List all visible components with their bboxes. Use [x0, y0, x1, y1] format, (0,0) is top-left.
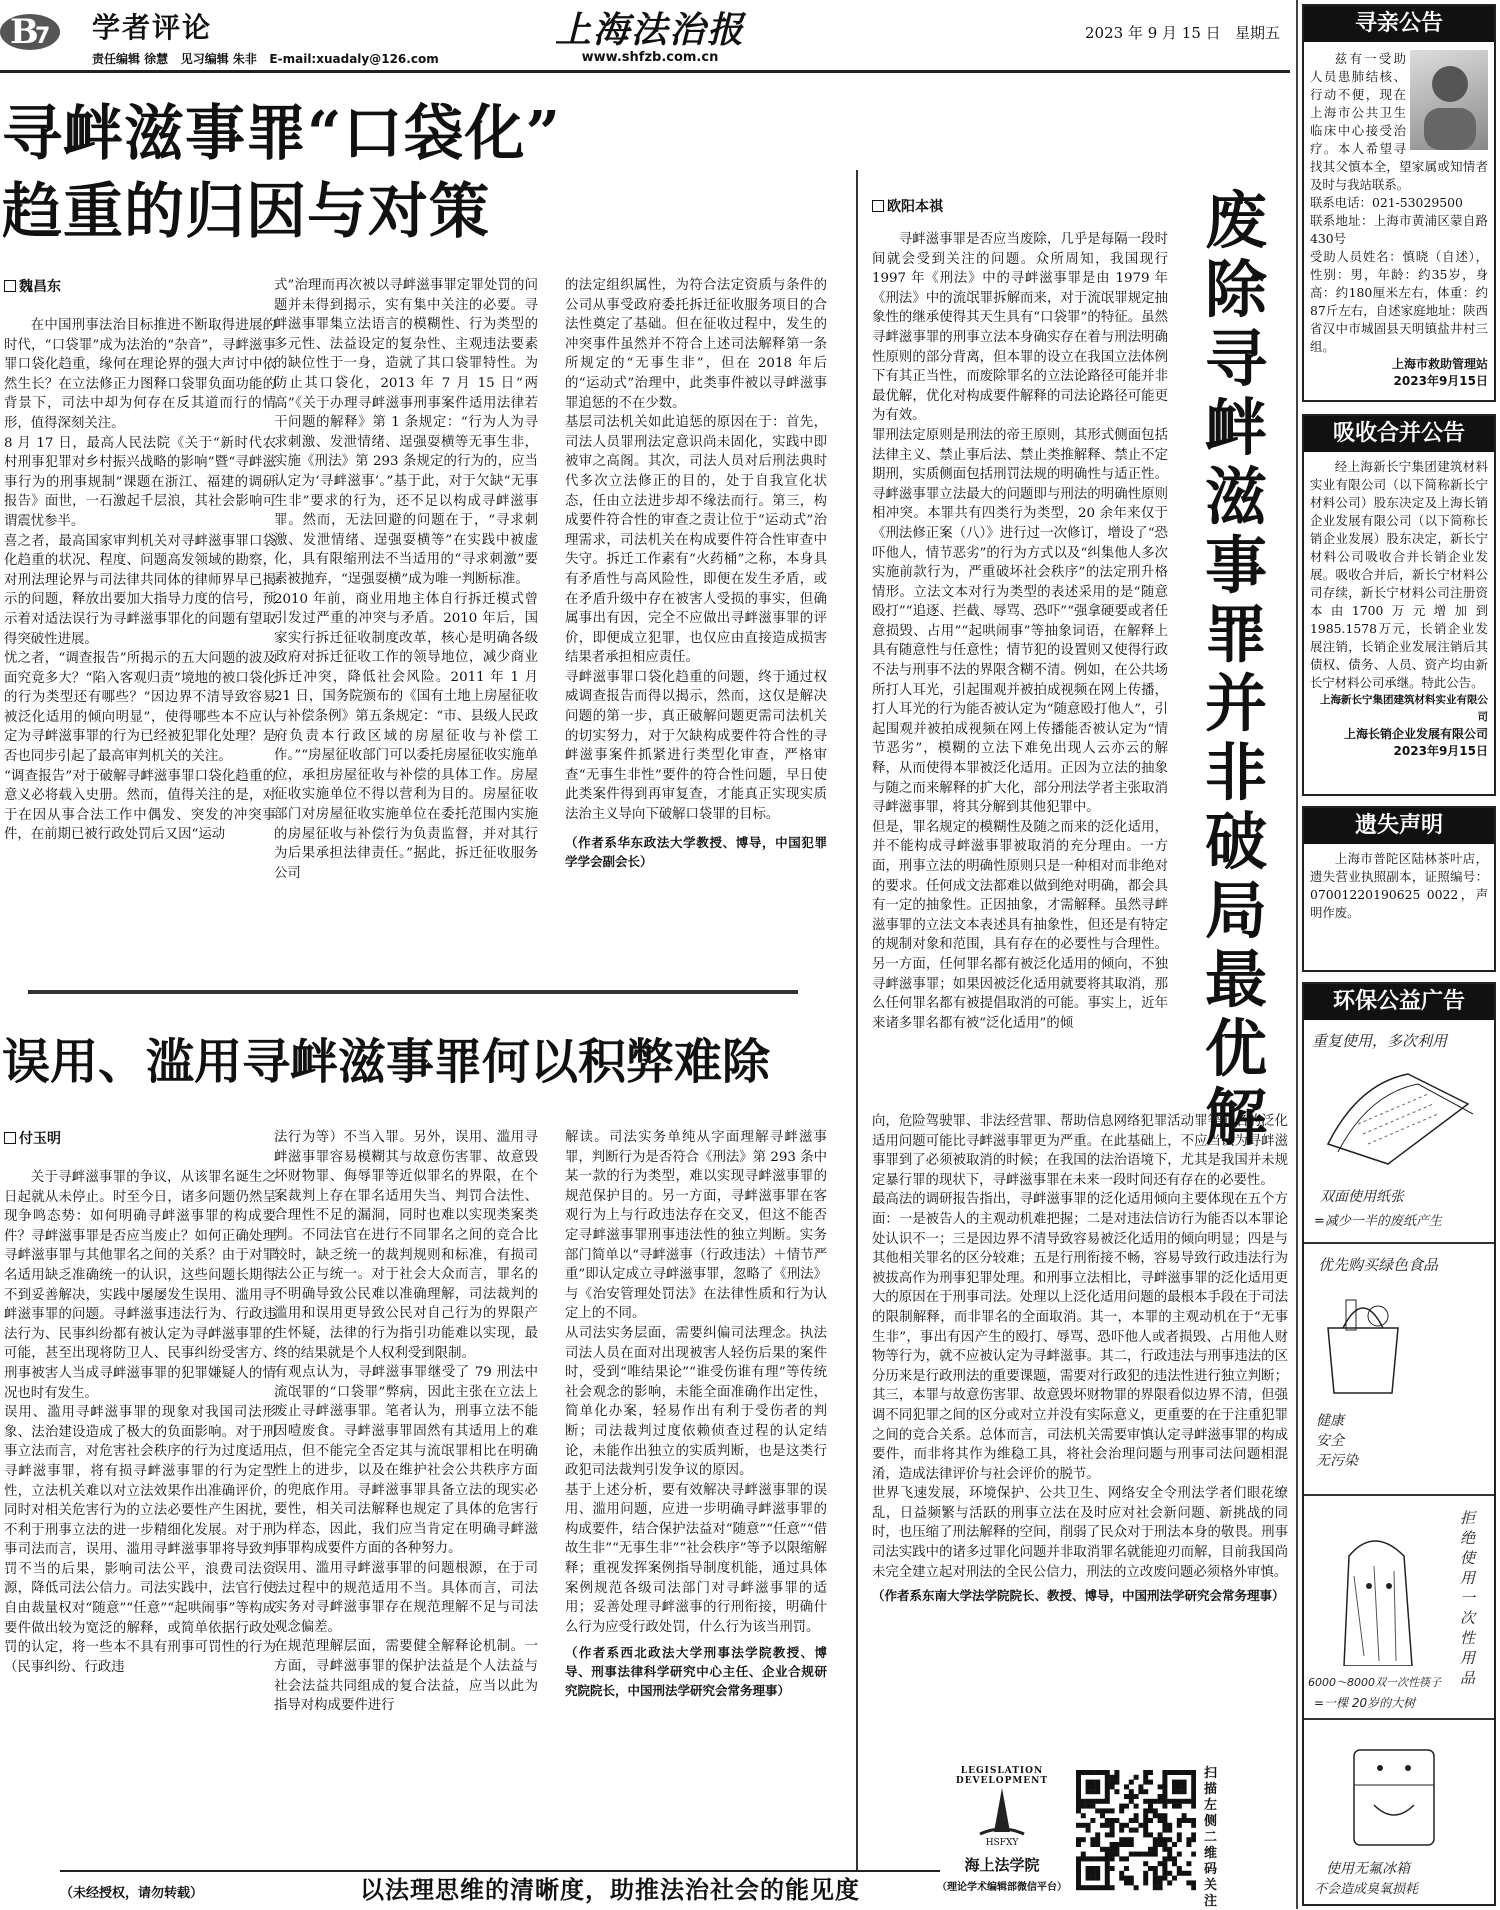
panel2-caption-3: 无污染	[1316, 1453, 1358, 1469]
article1-title-line1: 寻衅滋事罪“口袋化”	[2, 99, 562, 169]
merger-text: 经上海新长宁集团建筑材料实业有限公司（以下简称新长宁材料公司）股东决定及上海长销企业发展有限公司（以下简称长销企业发展）股东决定，新长宁材料公司吸收合并长销企业发展。吸收合并后，新长宁材料公司存续，新长宁材料公司注册资本由1700万元增加到1985.1578万元，长销企业发展注销，长销企业发展注销后其债权、债务、人员、资产均由新长宁材料公司承继。特此公告。	[1310, 459, 1488, 690]
page-number: 7	[35, 24, 51, 49]
article1-col2-text: 式”治理而再次被以寻衅滋事罪定罪处罚的问题并未得到揭示，实有集中关注的必要。寻衅滋事罪集立法语言的模糊性、行为类型的多元性、法益设定的复杂性、主观违法要素的缺位性于一身，造就了其口袋罪特性。为防止其口袋化，2013 年 7 月 15 日“两高”《关于办理寻衅滋事刑事案件适用法律若干问题的解释》第 1 条规定：“行为人为寻求刺激、发泄情绪、逞强耍横等无事生非，实施《刑法》第 293 条规定的行为的，应当认定为‘寻衅滋事’。”基于此，对于欠缺“无事生非”要求的行为，还不足以构成寻衅滋事罪。然而，无法回避的问题在于，“寻求刺激、发泄情绪、逞强耍横等”在实践中被虚化，具有限缩刑法不当适用的“寻求刺激”要素被抛弃，“逞强耍横”成为唯一判断标准。 2010 年前，商业用地主体自行拆迁模式曾引发过严重的冲突与矛盾。2010 年后，国家实行拆迁征收制度改革，核心是明确各级政府对拆迁征收工作的领导地位，减少商业拆迁冲突，降低社会风险。2011 年 1 月 21 日，国务院颁布的《国有土地上房屋征收与补偿条例》第五条规定：“市、县级人民政府负责本行政区域的房屋征收与补偿工作。”“房屋征收部门可以委托房屋征收实施单位，承担房屋征收与补偿的具体工作。房屋征收实施单位不得以营利为目的。房屋征收部门对房屋征收实施单位在委托范围内实施的房屋征收与补偿行为负责监督，并对其行为后果承担法律责任。”据此，拆迁征收服务公司	[274, 278, 538, 881]
panel1-heading: 重复使用，多次利用	[1312, 1032, 1448, 1050]
article2-author-note: （作者系西北政法大学刑事法学院教授、博导、刑事法律科学研究中心主任、企业合规研究院院长，中国刑法学研究会常务理事）	[565, 1645, 827, 1699]
qr-caption: 扫描左侧二维码关注	[1204, 1766, 1218, 1909]
article3-column-bottom	[872, 1112, 1288, 1752]
article1-column3	[565, 276, 827, 976]
panel4-caption-2: 不会造成臭氧损耗	[1314, 1882, 1419, 1897]
footer-slogan: 以法理思维的清晰度，助推法治社会的能见度	[360, 1876, 860, 1904]
notice-date: 2023年9月15日	[1393, 374, 1488, 388]
article2-column1	[4, 1168, 276, 1854]
tree-stump-icon	[1324, 1516, 1434, 1666]
grocery-bag-icon	[1318, 1288, 1418, 1398]
article3-top-text: 寻衅滋事罪是否应当废除，几乎是每隔一段时间就会受到关注的问题。众所周知，我国现行 1997 年《刑法》中的寻衅滋事罪是由 1979 年《刑法》中的流氓罪拆解而来，对于流氓罪规定抽象性的继承使得其天生具有“口袋罪”的特征。虽然寻衅滋事罪的刑事立法本身确实存在着与刑法明确性原则的部分背离，但本罪的设立在我国立法体例下有其正当性，而废除罪名的立法论路径可能并非最优解，优化对构成要件解释的司法论路径可能更为有效。 罪刑法定原则是刑法的帝王原则，其形式侧面包括法律主义、禁止事后法、禁止类推解释、禁止不定期刑，实质侧面包括刑罚法规的明确性与适正性。寻衅滋事罪立法最大的问题即与刑法的明确性原则相冲突。本罪共有四类行为类型，20 余年来仅于《刑法修正案（八）》进行过一次修订，增设了“恐吓他人，情节恶劣”的行为方式以及“纠集他人多次实施前款行为，严重破坏社会秩序”的法定刑升格情形。立法文本对行为类型的表述采用的是“随意殴打”“追逐、拦截、辱骂、恐吓”“强拿硬要或者任意损毁、占用”“起哄闹事”等抽象词语，在解释上具有随意性与任意性；情节犯的设置则又使得行政不法与刑事不法的界限含糊不清。例如，在公共场所打人耳光，引起围观并被拍成视频在网上传播，打人耳光的行为能否被认定为“随意殴打他人”，引起围观并被拍成视频在网上传播能否被认定为“情节恶劣”，模糊的立法下难免出现人云亦云的解释，从而使得本罪被泛化适用。正因为立法的抽象与随之而来解释的扩大化，部分刑法学者主张取消寻衅滋事罪，将其分解到其他犯罪中。 但是，罪名规定的模糊性及随之而来的泛化适用，并不能构成寻衅滋事罪被取消的充分理由。一方面，刑事立法的明确性原则只是一种相对而非绝对的要求。任何成文法都难以做到绝对明确，都会具有一定的抽象性。正因抽象，才需解释。虽然寻衅滋事罪的立法文本表述具有抽象性，但还是有特定的规制对象和范围，具有存在的必要性与合理性。另一方面，任何罪名都有被泛化适用的倾向，不独寻衅滋事罪；如果因被泛化适用就要将其取消，那么任何罪名都有被提倡取消的可能。事实上，近年来诸多罪名都有被“泛化适用”的倾	[872, 232, 1168, 1031]
portrait-photo	[1410, 50, 1488, 150]
article3-title: 废除寻衅滋事罪并非破局最优解	[1204, 184, 1267, 1154]
issue-date: 2023 年 9 月 15 日 星期五	[1085, 24, 1280, 42]
masthead-rule	[0, 70, 1290, 73]
notice-text: 兹有一受助人员患肺结核、行动不便，现在上海市公共卫生临床中心接受治疗。本人希望寻找其父慎本全，望家属或知情者及时与我站联系。 联系电话：021-53029500 联系地址：上海市黄浦区蒙自路430号 受助人员姓名：慎晓（自述），性别：男，年龄：约35岁，身高：约180厘米左右，体重：约87斤左右，自述家庭地址：陕西省汉中市城固县天明镇盐井村三组。	[1310, 51, 1488, 354]
article1-author-note: （作者系华东政法大学教授、博导，中国犯罪学学会副会长）	[565, 834, 827, 869]
merger-signature-2: 上海长销企业发展有限公司	[1343, 727, 1488, 741]
notice-title: 寻亲公告	[1304, 6, 1494, 42]
lost-text: 上海市普陀区陆林茶叶店，遗失营业执照副本，证照编号：07001220190625 0022，声明作废。	[1310, 851, 1488, 920]
article3-left-rule	[856, 170, 858, 1870]
article2-title: 误用、滥用寻衅滋事罪何以积弊难除	[2, 1034, 771, 1090]
person-icon	[1410, 50, 1488, 150]
eco-panel-food	[1304, 1244, 1494, 1496]
panel3-caption-1: 6000～8000双一次性筷子	[1308, 1676, 1441, 1689]
merger-title: 吸收合并公告	[1304, 416, 1494, 452]
panel3-side-text: 拒绝使用一次性用品	[1460, 1509, 1476, 1687]
article1-title-line2: 趋重的归因与对策	[2, 177, 490, 247]
website-link[interactable]: www.shfzb.com.cn	[581, 50, 719, 65]
article3-author: 欧阳本祺	[872, 196, 943, 216]
panel4-caption-1: 使用无氟冰箱	[1326, 1861, 1410, 1877]
sidebar-divider	[1296, 0, 1298, 1909]
page-letter: B	[10, 12, 39, 52]
panel2-caption-1: 健康	[1316, 1413, 1344, 1429]
eco-panel-paper	[1304, 1024, 1494, 1244]
article1-col1-text: 在中国刑事法治目标推进不断取得进展的时代，“口袋罪”成为法治的“杂音”，寻衅滋事罪口袋化趋重，缘何在理论界的强大声讨中依然生长？在立法修正力图释口袋罪负面功能的背景下，司法中却为何存在反其道而行的情形，值得深刻关注。 8 月 17 日，最高人民法院《关于“新时代农村刑事犯罪对乡村振兴战略的影响”暨“寻衅滋事行为的刑事规制”课题在浙江、福建的调研报告》面世，一石激起千层浪，其社会影响可谓震忧参半。 喜之者，最高国家审判机关对寻衅滋事罪口袋化趋重的状况、程度、问题高发领域的勘察，对刑法理论界与司法律共同体的律师界早已揭示的问题，释放出要加大指导力度的信号，预示着对适法误行为寻衅滋事罪化的问题有望取得突破性进展。 忧之者，“调查报告”所揭示的五大问题的波及面究竟多大？“陷入客观归责”境地的被口袋化的行为类型还有哪些？“因边界不清导致容易被泛化适用的倾向明显”，使得哪些本不应认定为寻衅滋事罪的行为已经被犯罪化处理？是否也同步引起了最高审判机关的关注。 “调查报告”对于破解寻衅滋事罪口袋化趋重的意义必将载入史册。然而，值得关注的是，对于在因从事合法工作中偶发、突发的冲突事件，在前期已被行政处罚后又因“运动	[4, 318, 276, 843]
panel2-caption-2: 安全	[1316, 1433, 1344, 1449]
notice-signature: 上海市救助管理站	[1391, 357, 1488, 371]
eco-ad-box	[1302, 982, 1496, 1906]
article1-column2	[274, 276, 538, 972]
logo-abbr: HSFXY	[985, 1838, 1019, 1848]
eco-ad-title: 环保公益广告	[1304, 984, 1494, 1020]
panel2-heading: 优先购买绿色食品	[1318, 1256, 1439, 1274]
article3-bottom-text: 向，危险驾驶罪、非法经营罪、帮助信息网络犯罪活动罪等罪名的泛化适用问题可能比寻衅滋事罪更为严重。在此基础上，不应当认为寻衅滋事罪到了必须被取消的时候；在我国的法治语境下，尤其是我国并未规定暴行罪的现状下，寻衅滋事罪在未来一段时间还有存在的必要性。 最高法的调研报告指出，寻衅滋事罪的泛化适用倾向主要体现在五个方面：一是被告人的主观动机难把握；二是对违法信访行为能否以本罪论处认识不一；三是因边界不清导致容易被泛化适用的倾向明显；四是与其他相关罪名的区分较难；五是行刑衔接不畅，容易导致行政违法行为被拔高作为刑事犯罪处理。和刑事立法相比，寻衅滋事罪的泛化适用更大的原因在于刑事司法。处理以上泛化适用问题的最根本手段在于司法的限制解释，而非罪名的全面取消。其一，本罪的主观动机在于“无事生非”，事出有因产生的殴打、辱骂、恐吓他人或者损毁、占用他人财物等行为，就不应被认定为寻衅滋事。其二，行政违法与刑事违法的区分历来是行政刑法的重要课题，需要对行政犯的违法性进行独立判断；其三，本罪与故意伤害罪、故意毁坏财物罪的界限看似边界不清，但强调不同犯罪之间的区分或对立并没有实际意义，更重要的在于注重犯罪之间的竞合关系。总体而言，司法机关需要审慎认定寻衅滋事罪的构成要件，而非将其作为维稳工具，将社会治理问题与刑事司法问题相混淆，造成法律评价与社会评价的脱节。 世界飞速发展，环境保护、公共卫生、网络安全令刑法学者们眼花缭乱，日益频繁与活跃的刑事立法在及时应对社会新问题、新挑战的同时，也压缩了刑法解释的空间，削弱了民众对于刑法本身的敬畏。刑事司法实践中的诸多过罪化问题并非取消罪名就能迎刃而解，目前我国尚未完全建立起对刑法的全民公信力，刑法的立改废问题必须格外审慎。	[872, 1114, 1288, 1580]
paper-logo: 上海法治报	[554, 9, 745, 51]
editor-line: 责任编辑 徐慧 见习编辑 朱非 E-mail:xuadaly@126.com	[92, 52, 439, 66]
qr-code[interactable]	[1076, 1770, 1196, 1894]
article1-bottom-rule	[28, 990, 798, 994]
logo-name: 海上法学院	[964, 1856, 1040, 1874]
notice-box-lost	[1302, 806, 1496, 972]
article2-col3-text: 解读。司法实务单纯从字面理解寻衅滋事罪，判断行为是否符合《刑法》第 293 条中某一款的行为类型，难以实现寻衅滋事罪的规范保护目的。另一方面，寻衅滋事罪在客观行为上与行政违法存在交叉，但这不能否定寻衅滋事罪刑事违法性的独立判断。实务部门简单以“寻衅滋事（行政违法）＋情节严重”即认定成立寻衅滋事罪，忽略了《刑法》与《治安管理处罚法》在法律性质和行为认定上的不同。 从司法实务层面，需要纠偏司法理念。执法司法人员在面对出现被害人轻伤后果的案件时，受到“唯结果论”“谁受伤谁有理”等传统社会观念的影响，未能全面准确作出定性，简单化办案，轻易作出有利于受伤者的判断；司法裁判过度依赖侦查过程的认定结论，未能作出独立的实质判断，也是这类行政犯司法裁判引发争议的原因。 基于上述分析，要有效解决寻衅滋事罪的误用、滥用问题，应进一步明确寻衅滋事罪的构成要件，结合保护法益对“随意”“任意”“借故生非”“无事生非”“社会秩序”等予以限缩解释；重视发挥案例指导制度机能，通过具体案例规范各级司法部门对寻衅滋事罪的适用；妥善处理寻衅滋事的行刑衔接，明确什么行为应受行政处罚，什么行为该当刑罚。	[565, 1130, 827, 1635]
article1-col3-text: 的法定组织属性，为符合法定资质与条件的公司从事受政府委托拆迁征收服务项目的合法性奠定了基础。但在征收过程中，发生的冲突事件虽然并不符合上述司法解释第一条所规定的“无事生非”，但在 2018 年后的“运动式”治理中，此类事件被以寻衅滋事罪追惩的不在少数。 基层司法机关如此追惩的原因在于：首先，司法人员罪刑法定意识尚未固化，实践中即被审之高阁。其次，司法人员对后刑法典时代多次立法修正的目的，处于自我宣化状态，任由立法进步却不缘法而行。第三，构成要件符合性的审查之责让位于“运动式”治理需求，司法机关在构成要件符合性审查中失守。拆迁工作素有“火药桶”之称，本身具有矛盾性与高风险性，即便在发生矛盾，或在矛盾升级中存在被害人受损的事实，但确属事出有因，完全不应做出寻衅滋事罪的评价，即便成立犯罪，也仅应由直接造成损害结果者承担相应责任。 寻衅滋事罪口袋化趋重的问题，终于通过权威调查报告而得以揭示，然而，这仅是解决问题的第一步，真正破解问题更需司法机关的切实努力，对于欠缺构成要件符合性的寻衅滋事案件抓紧进行类型化审查，严格审查“无事生非性”要件的符合性问题，早日使此类案件得到再审复查，才能真正实现实质法治主义导向下破解口袋罪的目标。	[565, 278, 827, 823]
article2-column2	[274, 1128, 538, 1854]
eco-panel-fridge	[1304, 1720, 1494, 1904]
merger-date: 2023年9月15日	[1393, 744, 1488, 758]
notice-box-merger	[1302, 414, 1496, 796]
panel1-caption-1: 双面使用纸张	[1320, 1189, 1404, 1205]
logo-arc-text: LEGISLATION DEVELOPMENT	[955, 1766, 1049, 1786]
article1-author: 魏昌东	[4, 276, 61, 296]
section-title: 学者评论	[92, 11, 213, 44]
article3-column-top	[872, 230, 1168, 1110]
merger-signature-1: 上海新长宁集团建筑材料实业有限公司	[1320, 694, 1488, 723]
article2-col1-text: 关于寻衅滋事罪的争议，从该罪名诞生之日起就从未停止。时至今日，诸多问题仍然呈现争鸣态势：如何明确寻衅滋事罪的构成要件？寻衅滋事罪是否应当废止？如何正确处理寻衅滋事罪与其他罪名之间的关系？由于对罪名适用缺乏准确统一的认识，这些问题长期得不到妥善解决，实践中屡屡发生误用、滥用寻衅滋事罪的问题。寻衅滋事违法行为、行政违法行为、民事纠纷都有被认定为寻衅滋事罪的可能，甚至出现将防卫人、民事纠纷受害方、刑事被害人当成寻衅滋事罪的犯罪嫌疑人的情况也时有发生。 误用、滥用寻衅滋事罪的现象对我国司法形象、法治建设造成了极大的负面影响。对于刑事立法而言，对危害社会秩序的行为过度适用寻衅滋事罪，将有损寻衅滋事罪的行为定型性，立法机关难以对立法效果作出准确评价，同时对相关危害行为的立法必要性产生困扰，不利于刑事立法的进一步精细化发展。对于刑事司法而言，误用、滥用寻衅滋事罪将导致判罚不当的后果，影响司法公平，浪费司法资源，降低司法公信力。司法实践中，法官行使自由裁量权对“随意”“任意”“起哄闹事”等构成要件做出较为宽泛的解释，或简单依据行政处罚的认定，将一些本不具有刑事可罚性的行为（民事纠纷、行政违	[4, 1170, 276, 1675]
qr-code-icon	[1076, 1770, 1196, 1894]
article2-column3	[565, 1128, 827, 1854]
panel3-caption-2: =一棵 20岁的大树	[1314, 1696, 1416, 1710]
law-school-logo	[937, 1758, 1067, 1898]
article3-author-note: （作者系东南大学法学院院长、教授、博导，中国刑法学研究会常务理事）	[872, 1588, 1285, 1604]
panel1-caption-2: =减少一半的废纸产生	[1314, 1214, 1442, 1229]
notice-box-missing-person	[1302, 4, 1496, 402]
logo-subtitle: （理论学术编辑部微信平台）	[937, 1882, 1067, 1893]
eco-panel-chopsticks	[1304, 1496, 1494, 1720]
paper-sheets-icon	[1318, 1064, 1478, 1174]
article1-column1	[4, 316, 276, 972]
article2-author: 付玉明	[4, 1128, 61, 1148]
article2-col2-text: 法行为等）不当入罪。另外，误用、滥用寻衅滋事罪容易模糊其与故意伤害罪、故意毁坏财物罪、侮辱罪等近似罪名的界限，在个案裁判上存在罪名适用失当、判罚合法性、合理性不足的漏洞，同时也难以实现类案类判。不同法官在进行不同罪名之间的竞合比较时，缺乏统一的裁判规则和标准，有损司法公正与统一。对于社会大众而言，罪名的不明确导致公民难以准确理解，司法裁判的滥用和误用更导致公民对自己行为的界限产生怀疑，法律的行为指引功能难以实现，最终的结果就是个人权利受到限制。 有观点认为，寻衅滋事罪继受了 79 刑法中流氓罪的“口袋罪”弊病，因此主张在立法上废止寻衅滋事罪。笔者认为，刑事立法不能因噎废食。寻衅滋事罪固然有其适用上的难点，但不能完全否定其与流氓罪相比在明确性上的进步，以及在维护社会公共秩序方面的兜底作用。寻衅滋事罪具备立法的现实必要性，相关司法解释也规定了具体的危害行为样态，因此，我们应当肯定在明确寻衅滋事罪构成要件方面的各种努力。 误用、滥用寻衅滋事罪的问题根源，在于司法过程中的规范适用不当。具体而言，司法实务对寻衅滋事罪存在规范理解不足与司法观念偏差。 在规范理解层面，需要健全解释论机制。一方面，寻衅滋事罪的保护法益是个人法益与社会法益共同组成的复合法益，应当以此为指导对构成要件进行	[274, 1130, 538, 1714]
lost-title: 遗失声明	[1304, 808, 1494, 844]
fridge-icon	[1344, 1740, 1454, 1850]
page-badge	[0, 8, 66, 52]
copyright-note: （未经授权，请勿转载）	[60, 1886, 204, 1901]
